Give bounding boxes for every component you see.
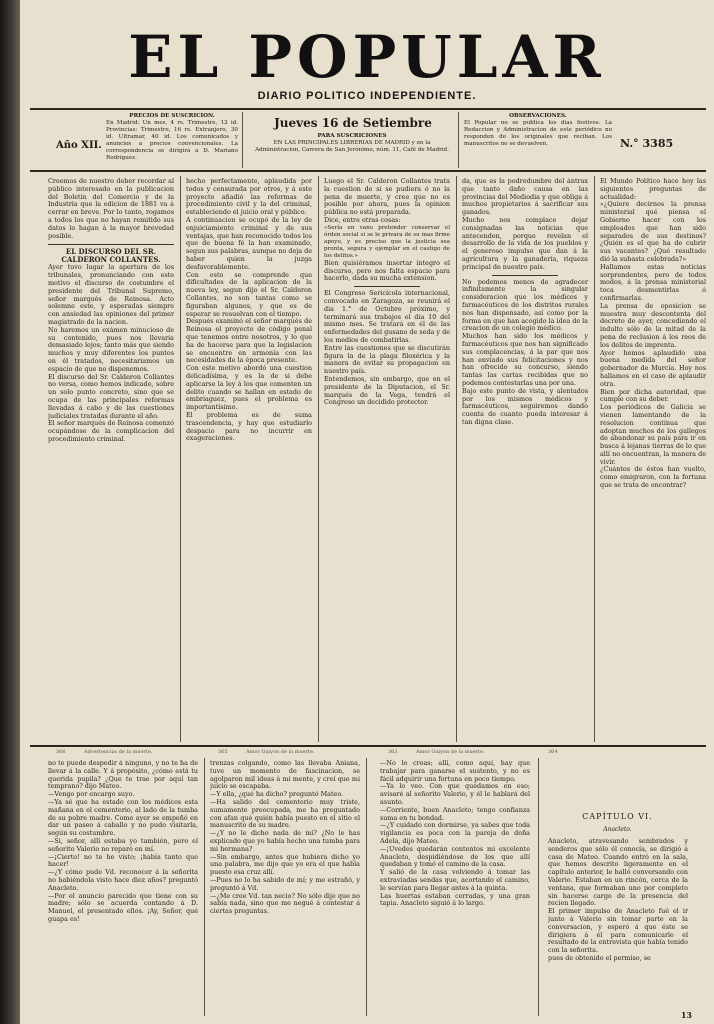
serial-paragraph: —¿Y no le dicho nada de mí? ¿No le has explicado que yo había hecho una tumba para mi hermana? (210, 829, 360, 853)
article-title: EL DISCURSO DEL SR. CALDERON COLLANTES. (61, 247, 161, 265)
book-binding (0, 0, 20, 1024)
folio-number: 366 (56, 749, 66, 755)
column-divider (594, 176, 595, 742)
serial-paragraph: —¿Y cuidado con dormirse, ya sabes que toda vigilancia es poca con la pareja de doña Adela, dijo Mateo. (380, 821, 530, 845)
header-divider (458, 112, 459, 168)
prices-title: PRECIOS DE SUSCRICION. (129, 113, 215, 119)
column-divider (204, 758, 205, 1016)
chapter-heading: CAPÍTULO VI. (582, 812, 653, 821)
serial-column-4 (548, 838, 688, 1010)
serial-paragraph: —Ya lo veo. Con que quedamos en eso; avisaré al señorito Valerio, y él le hablará del asunto. (380, 782, 530, 806)
article-paragraph: Dice, entre otras cosas: (324, 215, 401, 224)
serial-paragraph: —¿Me cree Vd. tan necio? No sólo dije que no sabía nada, sino que me negué á contestar á ciertas preguntas. (210, 891, 360, 916)
folio-number: 365 (218, 749, 228, 755)
article-paragraph: No haremos un exámen minucioso de su contenido, pues nos llevaria demasiado lejos; tanto más que siendo muchos y muy diferentes los puntos en él tratados, necesitariamos un espacio de que no disponemos. (48, 325, 174, 373)
serial-paragraph: —¿Y cómo pude Vd. reconocer á la señorita no habiéndola visto hace diez años? preguntó Anacleto. (48, 868, 198, 892)
folio-title: Advertencias de la muerte. (84, 749, 153, 755)
article-paragraph: Con este motivo abordó una cuestion delicadísima, y es la de si debe aplicarse la ley á los que comenten un delito cuando se hallan en estado de embriaguez, pues el problema es importantísimo. (186, 364, 312, 412)
article-paragraph: El Mundo Político hace hoy las siguientes preguntas de actualidad: (600, 178, 706, 201)
article-paragraph: «¿Quiere decirnos la prensa ministerial qué piensa el Gobierno hacer con los empleados que han sido separados de sus destinos? ¿Quién es el que ha de cubrir sus vacantes? ¿Qué resultado dió la subasta celebrada?» (600, 200, 706, 263)
newspaper-page (20, 0, 714, 1024)
folio-title: Amor Guiyon de la muerte. (246, 749, 315, 755)
subscription-box (252, 133, 452, 154)
serial-paragraph: Las huertas estaban cerradas, y una gran tapia. Anacleto siguió á lo largo. (380, 891, 530, 908)
article-paragraph: da, que es la podredumbre del ántrax que tanto daño causa en las provincias del Mediodia y que obliga á muchos propietarios á sacrificar sus ganados. (462, 178, 588, 217)
folio-number: 364 (548, 749, 558, 755)
subscription-title: PARA SUSCRICIONES (317, 133, 387, 139)
article-paragraph: El discurso del Sr. Calderon Collantes no versa, como hemos indicado, sobre un solo punto concreto, sino que se ocupa de las principales reformas llevadas á cabo y de las cuestiones judiciales tratadas durante el año. (48, 372, 174, 420)
article-paragraph: Entendemos, sin embargo, que en el presidente de la Diputacion, el Sr. marqués de la Vega, tendrá el Congreso un decidido protector. (324, 374, 450, 407)
serial-rule (30, 745, 706, 747)
masthead-title: EL POPULAR (128, 23, 606, 91)
article-paragraph: Entre las cuestiones que se discutirán figura la de la plaga filoxérica y la manera de evitar su propagacion en nuestro país. (324, 343, 450, 376)
notes-text: El Popular no se publica los dias festivos. La Redaccion y Administracion de este periódico no responden de los originales que reciban. Los manuscritos no se devuelven. (464, 120, 612, 147)
column-divider (538, 758, 539, 1016)
serial-paragraph: —¡Uvedes quedarán contentos mi excelente Anacleto, despidiéndose de los que allí quedaban y tomó el camino de la casa. (380, 844, 530, 869)
serial-paragraph: —Ya sé que ha estado con los médicos esta mañana en el cementerio, al lado de la tumba de su pobre madre. Como ayer se empeñó en dar un paseo á caballo y no pudo visitarla, según su costumbre. (48, 797, 198, 838)
subscription-text: EN LAS PRINCIPALES LIBRERIAS DE MADRID y en la Administracion, Carrera de San Jerónimo, núm. 11, Café de Madrid. (255, 140, 449, 153)
year-label: Año XII. (56, 140, 102, 151)
article-paragraph: La prensa de oposicion se muestra muy descontenta del decreto de ayer, concediendo el indulto sólo de la mitad de la pena de reclusion á los reos de los delitos de imprenta. (600, 301, 706, 349)
prices-text: En Madrid: Un mes, 4 rs. Trimestre, 12 id. Provincias: Trimestre, 16 rs. Extranjero, 30 id. Ultramar, 40 id. Los comunicados y anuncios a precios convencionales. La correspondencia se dirigirá a D. Mariano Rodriguez. (106, 120, 238, 161)
serial-paragraph: —Y ella, ¿qué ha dicho? preguntó Mateo. (210, 790, 344, 799)
serial-paragraph: —No lo creas; allí, como aquí, hay que trabajar para ganarse el sustento, y no es fácil adquirir una fortuna en poco tiempo. (380, 760, 530, 783)
article-paragraph: El Congreso Sericícola internacional, convocado en Zaragoza, se reunirá el dia 1.° de Octubre próximo, y terminará sus trabajos el dia 10 del mismo mes. Se tratará en él de las enfermedades del gusano de seda y de los medios de combatirlas. (324, 289, 450, 344)
serial-column-1 (48, 760, 198, 1010)
serial-paragraph: —¡Cierto! no te he visto; ¡había tanto que hacer! (48, 852, 198, 869)
column-4 (462, 178, 588, 744)
article-paragraph: Luego el Sr. Calderon Collantes trata la cuestion de si se pudiera ó no la pena de muerte, y cree que no es posible por ahora, pues la opinion pública no está preparada. (324, 178, 450, 217)
folio-number: 363 (388, 749, 398, 755)
serial-paragraph: —Si, señor, allí estaba yo también, pero el señorito Valerio no reparó en mí. (48, 836, 198, 853)
serial-folio-line (20, 749, 714, 757)
serial-paragraph: —Ha salido del cementerio muy triste, sumamente preocupada, me ha preguntado con afan qué quién había puesto en el sitio el manuscrito de su madre. (210, 797, 360, 830)
article-paragraph: Hallamos estas noticias sorprendentes, pero de todos modos, á la prensa ministerial toca desmentirlas ó confirmarlas. (600, 262, 706, 302)
column-divider (456, 176, 457, 742)
article-paragraph: Los periódicos de Galicia se vienen lamentando de la resolucion continua que adoptan muchos de los gallegos de abandonar su país para ir en busca á lejanas tierras de lo que allí no encuentran, la manera de vivir. (600, 403, 706, 466)
article-paragraph: ¿Cuántos de éstos han vuelto, como emigraron, con la fortuna que se trata de encontrar? (600, 465, 706, 490)
serial-paragraph: Anacleto, atravesando sembrados y senderos que sólo él conocía, se dirigió á casa de Mateo. Cuando entró en la sala, que hemos descrito ligeramente en el capítulo anterior, le halló conversando con Valerio. Estaban en un rincón, cerca de la ventana, que formaban uno por completo sin hacerse cargo de la presencia del recien llegado. (548, 838, 688, 908)
column-5 (600, 178, 706, 744)
quoted-paragraph: «Sería en vano pretender conservar el órden social si se le privara de su mas firme apoyo, y es preciso que la justicia sea pronta, segura y ejemplar en el castigo de los delitos.» (324, 224, 450, 259)
serial-paragraph: —Por el anuncio parecido que tiene con su madre; sólo se acuerda contando á D. Manuel, el presentado ellos. ¡Ay, Señor, qué guapa es! (48, 891, 198, 923)
issue-date: Jueves 16 de Setiembre (274, 116, 432, 130)
notes-box (464, 113, 612, 148)
serial-column-2 (210, 760, 360, 1010)
serial-column-3 (380, 760, 530, 1010)
article-paragraph: Bien por dicha autoridad, que cumple con su deber. (600, 387, 706, 404)
article-paragraph: Bien quisiéramos insertar íntegro el discurso, pero nos falta espacio para hacerlo, dada su mucha extension. (324, 258, 450, 283)
article-paragraph: hecho perfectamente, aplaudida por todos y censurada por otros, y á este proyecto añadió las reformas de procedimiento civil y la del criminal, estableciendo el juicio oral y público. (186, 178, 312, 217)
column-divider (366, 758, 367, 1016)
serial-paragraph: El primer impulso de Anacleto fué el ir junto á Valerio sin tomar parte en la conversacion, y esperó á que éste se dirigiera á él para comunicarle el resultado de la entrevista que había tenido con la señorita. (548, 907, 688, 955)
serial-paragraph: —Corriente, buen Anacleto; tengo confianza suma en tu bondad. (380, 805, 530, 822)
article-paragraph: No podemos menos de agradecer infinitamente la singular consideracion que los médicos y farmacéuticos de los distritos rurales nos han dispensado, así como por la forma en que han acogido la idea de la creacion de un colegio médico. (462, 277, 588, 333)
article-paragraph: El señor marqués de Reinosa comenzó ocupándose de la complicacion del procedimiento criminal. (48, 419, 174, 443)
article-paragraph: Después examinó el señor marqués de Reinosa el proyecto de código penal que tenemos entre nosotros, y lo que ha de hacerse para que la legislacion se encuentre en armonía con las necesidades de la época presente. (186, 317, 312, 365)
notes-title: OBSERVACIONES. (509, 113, 567, 119)
article-paragraph: Con esto se comprende que dificultades de la aplicacion de la nueva ley, segun dijo el Sr. Calderon Collantes, no son tantas como se figuraban algunos, y que es de esperar se resuelvan con el tiempo. (186, 270, 312, 318)
article-paragraph: Ayer hemos aplaudido una buena medida del señor gobernador de Murcia. Hoy nos hallamos en el caso de aplaudir otra. (600, 348, 706, 388)
article-paragraph: Ayer tuvo lugar la apertura de los tribunales, pronunciando con este motivo el discurso de costumbre el presidente del Tribunal Supremo, señor marqués de Reinosa. Acto solemne este, y esperadas siempre con ansiedad las opiniones del primer magistrado de la nacion. (48, 263, 174, 326)
article-paragraph: El problema es de suma trascendencia, y hay que estudiarlo despacio para no incurrir en exageraciones. (186, 410, 312, 443)
prices-box (106, 113, 238, 162)
article-paragraph: Mucho nos complace dejar consignadas las noticias que antecenden, porque revelan el desarrollo de la vida de los pueblos y el generoso impulso que dan á la agricultura y la ganadería, riqueza principal de nuestro país. (462, 215, 588, 271)
column-2 (186, 178, 312, 744)
notice-paragraph: Creemos de nuestro deber recordar al público interesado en la publicacion del Boletin del Comercio y de la Industria que la edicion de 1881 va á cerrar en breve. Por lo tanto, rogamos a todos los que no hayan remitido sus datos lo hagan á la mayor brevedad posible. (48, 178, 174, 240)
serial-paragraph: trenzas colgando, como las llevaba Aniana, tuve un momento de fascinacion, se agolparon mil ideas á mi mente, y creí que mi juicio se escapaba. (210, 760, 360, 791)
serial-paragraph: —Pues no lo ha sabido de mí; y me estrañó, y preguntó á Vd. (210, 875, 360, 892)
header-rule-top (30, 108, 706, 110)
header-divider (242, 112, 243, 168)
article-paragraph: Muchos han sido los médicos y farmacéuticos que nos han significado sus complacencias, á la par que nos han enviado sus felicitaciones y nos han ofrecido su concurso, siendo tantas las cartas recibidas que no podemos contestarlas una por una. (462, 332, 588, 387)
masthead-subtitle: DIARIO POLITICO INDEPENDIENTE. (257, 90, 477, 102)
serial-paragraph: —Sin embargo, antes que hubiera dicho yo una palabra, me dijo que yo era el que había puesto esa cruz allí. (210, 852, 360, 877)
page-number: 13 (680, 1010, 692, 1020)
serial-paragraph: pues de obtenido el permiso, se (548, 953, 651, 962)
serial-paragraph: —Vengo por encargo suyo. (48, 790, 135, 799)
column-1 (48, 178, 174, 744)
article-paragraph: Bajo este punto de vista, y alentados por los mismos médicos y farmacéuticos, seguiremos dando cuenta de cuanto pueda interesar á tan digna clase. (462, 386, 588, 426)
serial-paragraph: Y salió de la casa volviendo á tomar las extraviadas sendas que, acortando el camino, le servían para llegar antes á la quinta. (380, 868, 530, 892)
folio-title: Amor Guiyon de la muerte. (416, 749, 485, 755)
article-paragraph: A continuacion se ocupó de la ley de enjuiciamiento criminal y de sus ventajas, que han reconocido todos los que de buena fé la han examinado, segun sus palabras, aunque no deja de haber quien la juzga desfavorablemente. (186, 215, 312, 271)
serial-paragraph: no te puede despedir á ninguno, y no te ha de llevar á la calle. Y á propósito, ¿cómo está tu querida pupila? ¿Que te trae por aquí tan temprano? dijo Mateo. (48, 760, 198, 791)
header-rule-bottom (30, 170, 706, 172)
column-3 (324, 178, 450, 744)
column-divider (318, 176, 319, 742)
chapter-subtitle: Anacleto. (603, 826, 632, 833)
column-divider (180, 176, 181, 742)
issue-number: N.° 3385 (620, 137, 674, 150)
